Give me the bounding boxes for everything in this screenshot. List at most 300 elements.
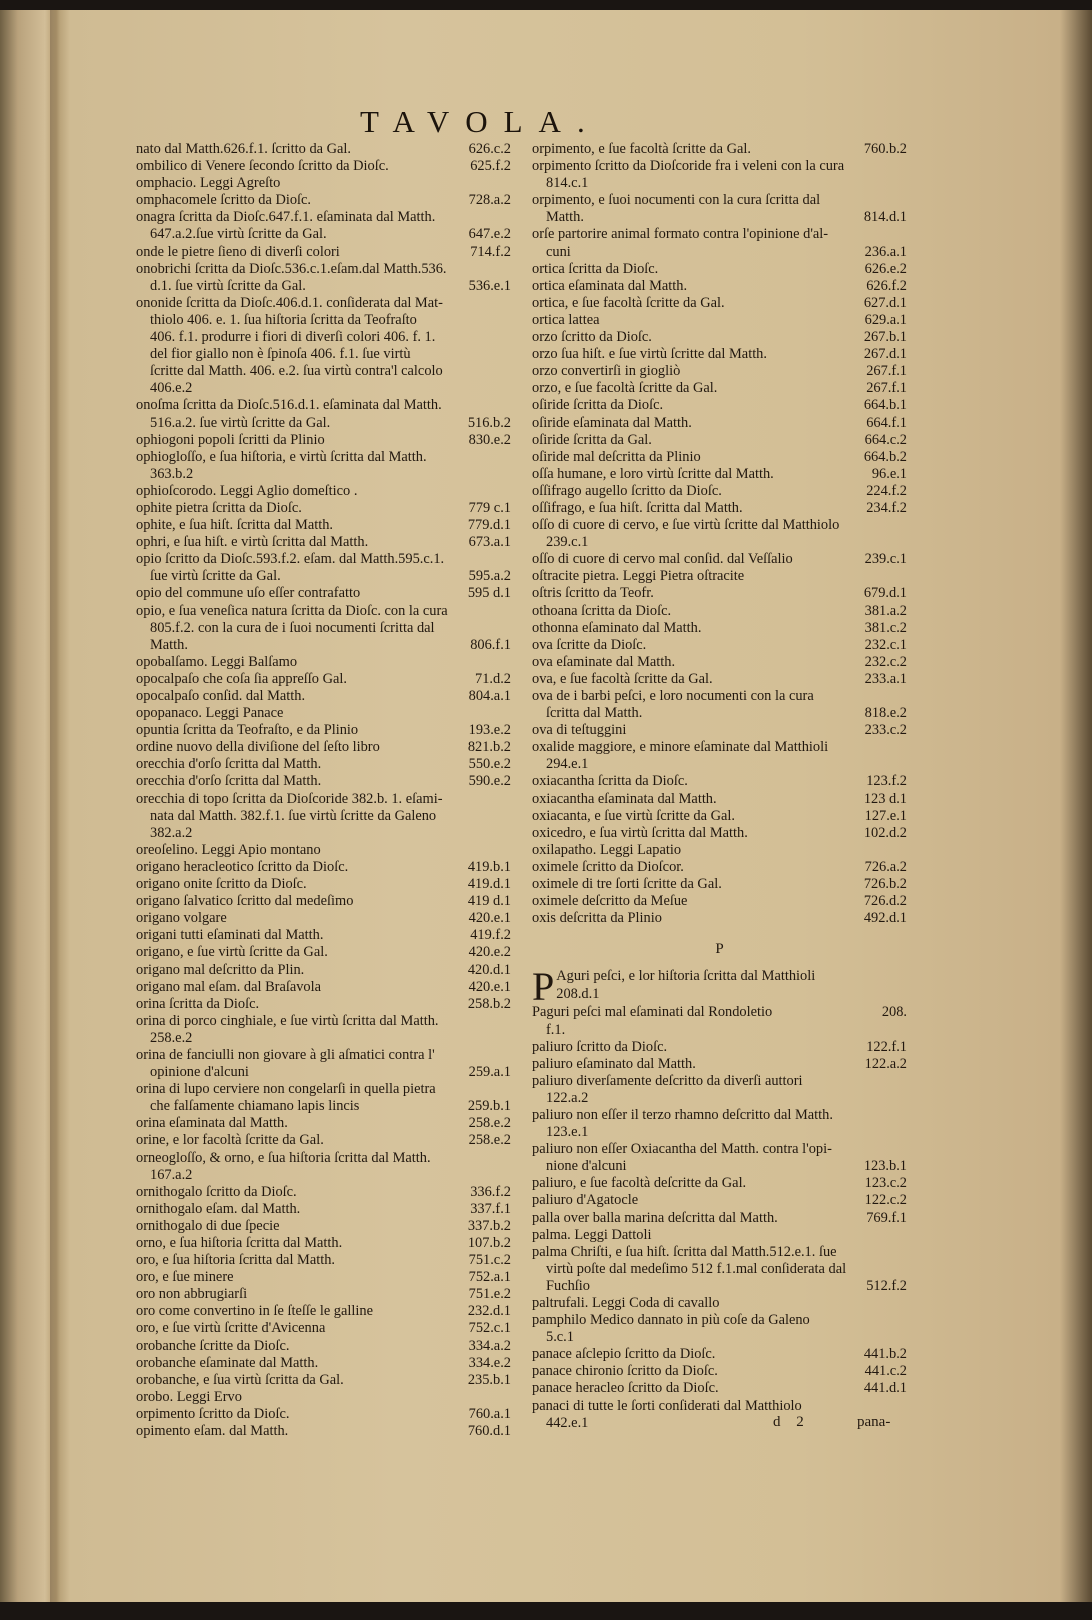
page-reference: 123.c.2 bbox=[864, 1175, 907, 1192]
entry-text: orno, e ſua hiſtoria ſcritta dal Matth. bbox=[136, 1235, 343, 1251]
page-reference: 664.b.2 bbox=[863, 448, 907, 465]
index-entry bbox=[136, 1115, 511, 1132]
entry-text: ornithogalo eſam. dal Matth. bbox=[136, 1200, 301, 1217]
entry-text: palma. Leggi Dattoli bbox=[532, 1226, 652, 1243]
page-reference: 127.e.1 bbox=[864, 807, 907, 824]
index-column-left bbox=[136, 141, 511, 1440]
page-reference: 664.b.1 bbox=[863, 397, 907, 414]
entry-text: opobalſamo. Leggi Balſamo bbox=[136, 653, 298, 670]
page-reference: 673.a.1 bbox=[468, 534, 511, 551]
index-entry bbox=[136, 876, 511, 893]
index-entry bbox=[532, 397, 907, 414]
page-reference: 123.f.2 bbox=[866, 773, 907, 790]
page-reference: 420.d.1 bbox=[467, 961, 511, 978]
index-entry bbox=[136, 808, 511, 825]
index-entry bbox=[532, 825, 907, 842]
index-entry bbox=[136, 551, 511, 568]
page-reference: 679.d.1 bbox=[863, 585, 907, 602]
entry-text: ophri, e ſua hiſt. e virtù ſcritta dal Matth. bbox=[136, 534, 369, 551]
page-reference: 334.a.2 bbox=[468, 1337, 511, 1354]
index-entry bbox=[136, 1167, 511, 1184]
index-entry-p-first bbox=[532, 964, 907, 1010]
entry-text: oximele deſcritto da Meſue bbox=[532, 893, 688, 910]
page-reference: 123 d.1 bbox=[863, 790, 907, 807]
index-entry bbox=[136, 158, 511, 175]
index-entry bbox=[136, 1372, 511, 1389]
page-reference: 420.e.2 bbox=[468, 944, 511, 961]
index-entry bbox=[532, 620, 907, 637]
page-reference: 259.b.1 bbox=[467, 1098, 511, 1115]
index-entry bbox=[136, 380, 511, 397]
page-reference: 595.a.2 bbox=[468, 568, 511, 585]
index-entry bbox=[136, 1081, 511, 1098]
right-entries-p bbox=[532, 1004, 907, 1431]
drop-cap: P bbox=[532, 964, 555, 1010]
index-entry bbox=[136, 893, 511, 910]
entry-continuation: ſcritta dal Matth. bbox=[546, 705, 643, 722]
index-entry bbox=[532, 705, 907, 722]
page-reference: 441.b.2 bbox=[863, 1346, 907, 1363]
entry-text: palla over balla marina deſcritta dal Matth. bbox=[532, 1209, 778, 1226]
page-reference: 830.e.2 bbox=[468, 431, 511, 448]
index-entry bbox=[532, 1398, 907, 1415]
page-reference: 96.e.1 bbox=[871, 465, 907, 482]
entry-text: pamphilo Medico dannato in più coſe da Galeno bbox=[532, 1312, 810, 1329]
entry-text: orzo convertirſi in giogliò bbox=[532, 363, 681, 380]
entry-continuation: ſue virtù ſcritte da Gal. bbox=[150, 568, 281, 585]
index-entry bbox=[532, 1363, 907, 1380]
page-reference: 714.f.2 bbox=[470, 243, 511, 260]
index-entry bbox=[136, 295, 511, 312]
section-letter: P bbox=[715, 941, 724, 958]
page-reference: 381.a.2 bbox=[864, 602, 907, 619]
entry-text: origano ſalvatico ſcritto dal medeſimo bbox=[136, 893, 354, 910]
index-entry bbox=[136, 517, 511, 534]
entry-continuation: 5.c.1 bbox=[546, 1329, 574, 1346]
index-entry bbox=[532, 295, 907, 312]
entry-text: paliuro, e ſue facoltà deſcritte da Gal. bbox=[532, 1175, 747, 1192]
entry-continuation: virtù poſte dal medeſimo 512 f.1.mal conſiderata dal bbox=[546, 1260, 847, 1277]
index-entry bbox=[136, 705, 511, 722]
index-entry bbox=[532, 1227, 907, 1244]
entry-text: orzo ſua hiſt. e ſue virtù ſcritte dal Matth. bbox=[532, 346, 767, 363]
page-reference: 267.f.1 bbox=[866, 380, 907, 397]
index-entry bbox=[136, 1338, 511, 1355]
index-entry bbox=[532, 637, 907, 654]
page-reference: 419.f.2 bbox=[470, 927, 511, 944]
index-entry bbox=[136, 859, 511, 876]
index-entry bbox=[532, 842, 907, 859]
index-entry bbox=[532, 551, 907, 568]
page-reference: 512.f.2 bbox=[866, 1277, 907, 1294]
scan-top-edge bbox=[0, 0, 1092, 10]
index-entry bbox=[532, 192, 907, 209]
entry-text: ononide ſcritta da Dioſc.406.d.1. conſiderata dal Mat- bbox=[136, 294, 443, 311]
index-column-right bbox=[532, 141, 907, 1432]
page-reference: 726.a.2 bbox=[864, 858, 907, 875]
entry-text: onde le pietre ſieno di diverſi colori bbox=[136, 243, 340, 260]
index-entry bbox=[136, 363, 511, 380]
entry-text: opocalpaſo che coſa ſia appreſſo Gal. bbox=[136, 670, 347, 687]
index-entry bbox=[532, 1107, 907, 1124]
index-entry bbox=[136, 415, 511, 432]
entry-text: onoſma ſcritta da Dioſc.516.d.1. eſaminata dal Matth. bbox=[136, 397, 442, 414]
page-reference: 626.c.2 bbox=[468, 141, 511, 157]
entry-text: oro, e ſue minere bbox=[136, 1269, 234, 1286]
page-reference: 208. bbox=[881, 1004, 907, 1021]
entry-continuation: ſcritte dal Matth. 406. e.2. ſua virtù contra'l calcolo bbox=[150, 363, 443, 380]
index-entry bbox=[532, 466, 907, 483]
index-entry bbox=[136, 996, 511, 1013]
page-reference: 419 d.1 bbox=[467, 893, 511, 910]
entry-text: Aguri peſci, e lor hiſtoria ſcritta dal Matthioli bbox=[556, 968, 816, 985]
index-entry bbox=[532, 910, 907, 927]
entry-text: omphacomele ſcritto da Dioſc. bbox=[136, 192, 312, 209]
entry-text: oxalide maggiore, e minore eſaminate dal Matthioli bbox=[532, 739, 829, 756]
entry-continuation: 442.e.1 bbox=[546, 1414, 589, 1431]
index-entry bbox=[532, 603, 907, 620]
entry-text: panace heracleo ſcritto da Dioſc. bbox=[532, 1380, 719, 1397]
entry-text: opimento eſam. dal Matth. bbox=[136, 1423, 289, 1440]
index-entry bbox=[532, 244, 907, 261]
entry-text: origano, e ſue virtù ſcritte da Gal. bbox=[136, 944, 328, 961]
index-entry bbox=[136, 1030, 511, 1047]
page-reference: 258.e.2 bbox=[468, 1115, 511, 1132]
page-reference: 629.a.1 bbox=[864, 311, 907, 328]
index-entry bbox=[136, 979, 511, 996]
page-reference: 492.d.1 bbox=[863, 910, 907, 927]
entry-text: oſſifrago augello ſcritto da Dioſc. bbox=[532, 482, 722, 499]
index-entry bbox=[136, 773, 511, 790]
entry-continuation: nata dal Matth. 382.f.1. ſue virtù ſcritte da Galeno bbox=[150, 807, 437, 824]
index-entry bbox=[136, 209, 511, 226]
index-entry bbox=[532, 346, 907, 363]
page-reference: 590.e.2 bbox=[468, 773, 511, 790]
entry-continuation: 805.f.2. con la cura de i ſuoi nocumenti ſcritta dal bbox=[150, 619, 435, 636]
entry-text: ornithogalo ſcritto da Dioſc. bbox=[136, 1183, 297, 1200]
index-entry bbox=[136, 962, 511, 979]
scan-bottom-edge bbox=[0, 1602, 1092, 1620]
index-entry bbox=[532, 1244, 907, 1261]
index-entry bbox=[532, 1210, 907, 1227]
index-entry bbox=[532, 688, 907, 705]
entry-text: ophiogloſſo, e ſua hiſtoria, e virtù ſcritta dal Matth. bbox=[136, 448, 427, 465]
page-reference: 751.c.2 bbox=[468, 1252, 511, 1269]
entry-text: ophioſcorodo. Leggi Aglio domeſtico . bbox=[136, 482, 358, 499]
entry-text: opopanaco. Leggi Panace bbox=[136, 705, 284, 722]
entry-text: orpimento, e ſue facoltà ſcritte da Gal. bbox=[532, 141, 751, 157]
entry-text: ova ſcritte da Dioſc. bbox=[532, 636, 647, 653]
page-reference: 752.a.1 bbox=[468, 1269, 511, 1286]
page-reference: 234.f.2 bbox=[866, 499, 907, 516]
entry-text: ombilico di Venere ſecondo ſcritto da Dioſc. bbox=[136, 158, 389, 175]
index-entry bbox=[136, 842, 511, 859]
page-reference: 728.a.2 bbox=[468, 192, 511, 209]
entry-continuation: del fior giallo non è ſpinoſa 406. f.1. ſue virtù bbox=[150, 346, 411, 363]
index-entry bbox=[532, 739, 907, 756]
entry-text: orina de fanciulli non giovare à gli aſmatici contra l' bbox=[136, 1046, 435, 1063]
index-entry bbox=[136, 637, 511, 654]
page-reference: 536.e.1 bbox=[468, 277, 511, 294]
index-entry bbox=[532, 808, 907, 825]
page-reference: 806.f.1 bbox=[470, 636, 511, 653]
page-reference: 420.e.1 bbox=[468, 978, 511, 995]
index-entry bbox=[532, 175, 907, 192]
entry-continuation: Matth. bbox=[150, 636, 188, 653]
index-entry bbox=[136, 397, 511, 414]
index-entry bbox=[136, 226, 511, 243]
index-entry bbox=[136, 1355, 511, 1372]
index-entry bbox=[136, 175, 511, 192]
entry-text: oſiride eſaminata dal Matth. bbox=[532, 414, 692, 431]
entry-text: orneogloſſo, & orno, e ſua hiſtoria ſcritta dal Matth. bbox=[136, 1149, 431, 1166]
entry-text: oſiride mal deſcritta da Plinio bbox=[532, 448, 701, 465]
entry-text: paliuro d'Agatocle bbox=[532, 1192, 639, 1209]
entry-text: orina di porco cinghiale, e ſue virtù ſcritta dal Matth. bbox=[136, 1012, 439, 1029]
entry-continuation: nione d'alcuni bbox=[546, 1158, 627, 1175]
index-entry bbox=[532, 380, 907, 397]
entry-text: opio, e ſua veneſica natura ſcritta da Dioſc. con la cura bbox=[136, 602, 448, 619]
entry-continuation: 122.a.2 bbox=[546, 1089, 589, 1106]
entry-continuation: 208.d.1 bbox=[556, 985, 600, 1002]
entry-text: Paguri peſci mal eſaminati dal Rondoletio bbox=[532, 1004, 773, 1021]
page-reference: 647.e.2 bbox=[468, 226, 511, 243]
page-reference: 239.c.1 bbox=[864, 551, 907, 568]
entry-text: ortica eſaminata dal Matth. bbox=[532, 277, 688, 294]
entry-text: oxilapatho. Leggi Lapatio bbox=[532, 841, 682, 858]
entry-text: orina eſaminata dal Matth. bbox=[136, 1115, 288, 1132]
index-entry bbox=[532, 1415, 907, 1432]
entry-text: orzo, e ſue facoltà ſcritte da Gal. bbox=[532, 380, 718, 397]
index-entry bbox=[136, 312, 511, 329]
page-reference: 233.c.2 bbox=[864, 722, 907, 739]
page-reference: 71.d.2 bbox=[475, 670, 511, 687]
page-reference: 664.c.2 bbox=[864, 431, 907, 448]
entry-text: oſtracite pietra. Leggi Pietra oſtracite bbox=[532, 568, 745, 585]
index-entry bbox=[136, 1201, 511, 1218]
page-fold-shadow bbox=[50, 10, 60, 1602]
entry-continuation: 406.e.2 bbox=[150, 380, 193, 397]
entry-text: opio ſcritto da Dioſc.593.f.2. eſam. dal Matth.595.c.1. bbox=[136, 551, 445, 568]
index-entry bbox=[532, 226, 907, 243]
entry-text: ova eſaminate dal Matth. bbox=[532, 653, 676, 670]
entry-text: oro, e ſue virtù ſcritte d'Avicenna bbox=[136, 1320, 326, 1337]
entry-text: ophite, e ſua hiſt. ſcritta dal Matth. bbox=[136, 517, 334, 534]
page-reference: 122.f.1 bbox=[866, 1038, 907, 1055]
page-reference: 381.c.2 bbox=[864, 619, 907, 636]
index-entry bbox=[136, 432, 511, 449]
index-entry bbox=[532, 1192, 907, 1209]
index-entry bbox=[136, 261, 511, 278]
page-reference: 337.b.2 bbox=[467, 1217, 511, 1234]
index-entry bbox=[532, 363, 907, 380]
index-entry bbox=[532, 756, 907, 773]
entry-continuation: 516.a.2. ſue virtù ſcritte da Gal. bbox=[150, 414, 331, 431]
index-entry bbox=[136, 1098, 511, 1115]
entry-text: orpimento, e ſuoi nocumenti con la cura ſcritta dal bbox=[532, 192, 821, 209]
index-entry bbox=[136, 329, 511, 346]
entry-text: oxis deſcritta da Plinio bbox=[532, 910, 662, 927]
entry-text: orpimento ſcritto da Dioſc. bbox=[136, 1405, 290, 1422]
entry-continuation: 123.e.1 bbox=[546, 1124, 589, 1141]
index-entry bbox=[532, 1073, 907, 1090]
index-entry bbox=[532, 1312, 907, 1329]
entry-text: oſiride ſcritta da Dioſc. bbox=[532, 397, 664, 414]
index-entry bbox=[136, 671, 511, 688]
entry-text: ornithogalo di due ſpecie bbox=[136, 1217, 280, 1234]
index-entry bbox=[532, 1004, 907, 1021]
page-reference: 233.a.1 bbox=[864, 670, 907, 687]
page-reference: 751.e.2 bbox=[468, 1286, 511, 1303]
page-reference: 821.b.2 bbox=[467, 739, 511, 756]
index-entry bbox=[136, 1406, 511, 1423]
entry-text: opio del commune uſo eſſer contrafatto bbox=[136, 585, 361, 602]
page-reference: 550.e.2 bbox=[468, 756, 511, 773]
index-entry bbox=[136, 739, 511, 756]
index-entry bbox=[532, 158, 907, 175]
page-reference: 193.e.2 bbox=[468, 722, 511, 739]
page-reference: 752.c.1 bbox=[468, 1320, 511, 1337]
page-reference: 769.f.1 bbox=[866, 1209, 907, 1226]
entry-text: ophite pietra ſcritta da Dioſc. bbox=[136, 499, 302, 516]
index-entry bbox=[532, 415, 907, 432]
page-reference: 267.b.1 bbox=[863, 329, 907, 346]
entry-text: paliuro ſcritto da Dioſc. bbox=[532, 1038, 668, 1055]
entry-text: nato dal Matth.626.f.1. ſcritto da Gal. bbox=[136, 141, 352, 157]
index-entry bbox=[532, 1380, 907, 1397]
index-entry bbox=[532, 773, 907, 790]
index-entry bbox=[136, 791, 511, 808]
entry-text: othoana ſcritta da Dioſc. bbox=[532, 602, 672, 619]
index-entry bbox=[136, 466, 511, 483]
page-reference: 102.d.2 bbox=[863, 824, 907, 841]
entry-text: orobanche eſaminate dal Matth. bbox=[136, 1354, 319, 1371]
page-reference: 232.d.1 bbox=[467, 1303, 511, 1320]
entry-continuation: 406. f.1. produrre i fiori di diverſi colori 406. f. 1. bbox=[150, 329, 436, 346]
entry-text: orſe partorire animal formato contra l'opinione d'al- bbox=[532, 226, 829, 243]
index-entry bbox=[136, 603, 511, 620]
entry-text: ophiogoni popoli ſcritti da Plinio bbox=[136, 431, 325, 448]
index-entry bbox=[532, 1346, 907, 1363]
entry-text: ova, e ſue facoltà ſcritte da Gal. bbox=[532, 670, 713, 687]
entry-continuation: 239.c.1 bbox=[546, 534, 589, 551]
entry-continuation: 167.a.2 bbox=[150, 1166, 193, 1183]
index-entry bbox=[136, 825, 511, 842]
index-entry bbox=[532, 517, 907, 534]
index-entry bbox=[136, 910, 511, 927]
index-entry bbox=[136, 449, 511, 466]
entry-text: origano mal deſcritto da Plin. bbox=[136, 961, 305, 978]
entry-text: orecchia d'orſo ſcritta dal Matth. bbox=[136, 756, 322, 773]
page-reference: 419.b.1 bbox=[467, 858, 511, 875]
page-reference: 441.c.2 bbox=[864, 1363, 907, 1380]
page-reference: 123.b.1 bbox=[863, 1158, 907, 1175]
index-entry bbox=[136, 192, 511, 209]
entry-text: oxiacantha eſaminata dal Matth. bbox=[532, 790, 717, 807]
index-entry bbox=[532, 432, 907, 449]
catchword: pana- bbox=[857, 1414, 891, 1430]
entry-continuation: thiolo 406. e. 1. ſua hiſtoria ſcritta da Teofraſto bbox=[150, 311, 417, 328]
page-reference: 258.e.2 bbox=[468, 1132, 511, 1149]
entry-text: oro come convertino in ſe ſteſſe le galline bbox=[136, 1303, 373, 1320]
entry-continuation: che falſamente chiamano lapis lincis bbox=[150, 1098, 360, 1115]
page-reference: 779.d.1 bbox=[467, 517, 511, 534]
index-entry bbox=[532, 585, 907, 602]
index-entry bbox=[136, 722, 511, 739]
page-reference: 235.b.1 bbox=[467, 1371, 511, 1388]
entry-continuation: 294.e.1 bbox=[546, 756, 589, 773]
entry-text: panaci di tutte le ſorti conſiderati dal Matthiolo bbox=[532, 1397, 802, 1414]
entry-text: oſſa humane, e loro virtù ſcritte dal Matth. bbox=[532, 465, 774, 482]
page-reference: 236.a.1 bbox=[864, 243, 907, 260]
page-reference: 814.d.1 bbox=[863, 209, 907, 226]
entry-text: oſſo di cuore di cervo, e ſue virtù ſcritte dal Matthiolo bbox=[532, 517, 840, 534]
index-entry bbox=[532, 1175, 907, 1192]
index-entry bbox=[136, 1303, 511, 1320]
entry-text: oximele di tre ſorti ſcritte da Gal. bbox=[532, 876, 722, 893]
index-entry bbox=[532, 1141, 907, 1158]
index-entry bbox=[532, 1158, 907, 1175]
entry-text: ortica, e ſue facoltà ſcritte da Gal. bbox=[532, 294, 725, 311]
entry-continuation: 258.e.2 bbox=[150, 1029, 193, 1046]
index-entry bbox=[136, 654, 511, 671]
index-entry bbox=[532, 1295, 907, 1312]
index-entry bbox=[136, 346, 511, 363]
index-entry bbox=[532, 141, 907, 158]
index-entry bbox=[136, 927, 511, 944]
index-entry bbox=[136, 1013, 511, 1030]
index-entry bbox=[136, 1286, 511, 1303]
page-reference: 232.c.2 bbox=[864, 653, 907, 670]
entry-text: onagra ſcritta da Dioſc.647.f.1. eſaminata dal Matth. bbox=[136, 209, 436, 226]
index-entry bbox=[532, 1329, 907, 1346]
page-reference: 334.e.2 bbox=[468, 1354, 511, 1371]
index-entry bbox=[532, 722, 907, 739]
index-entry bbox=[532, 209, 907, 226]
index-entry bbox=[532, 1056, 907, 1073]
entry-text: paltrufali. Leggi Coda di cavallo bbox=[532, 1295, 720, 1311]
index-entry bbox=[136, 278, 511, 295]
entry-text: origani tutti eſaminati dal Matth. bbox=[136, 927, 324, 944]
index-entry bbox=[532, 859, 907, 876]
index-entry bbox=[532, 876, 907, 893]
entry-text: oro, e ſua hiſtoria ſcritta dal Matth. bbox=[136, 1252, 336, 1269]
entry-text: origano heracleotico ſcritto da Dioſc. bbox=[136, 858, 349, 875]
page-reference: 760.d.1 bbox=[467, 1423, 511, 1440]
right-entries-o bbox=[532, 141, 907, 927]
page-reference: 107.b.2 bbox=[467, 1235, 511, 1251]
index-entry bbox=[532, 329, 907, 346]
entry-text: panace aſclepio ſcritto da Dioſc. bbox=[532, 1346, 716, 1363]
entry-text: opuntia ſcritta da Teofraſto, e da Plinio bbox=[136, 722, 359, 739]
page-reference: 760.b.2 bbox=[863, 141, 907, 157]
page-reference: 626.e.2 bbox=[864, 260, 907, 277]
index-entry bbox=[136, 620, 511, 637]
page-reference: 267.f.1 bbox=[866, 363, 907, 380]
page-reference: 625.f.2 bbox=[470, 158, 511, 175]
index-entry bbox=[136, 500, 511, 517]
index-entry bbox=[532, 483, 907, 500]
entry-text: orobo. Leggi Ervo bbox=[136, 1388, 242, 1405]
index-entry bbox=[532, 1022, 907, 1039]
entry-continuation: opinione d'alcuni bbox=[150, 1064, 249, 1081]
page-reference: 258.b.2 bbox=[467, 995, 511, 1012]
page-reference: 804.a.1 bbox=[468, 688, 511, 704]
entry-text: onobrichi ſcritta da Dioſc.536.c.1.eſam.dal Matth.536. bbox=[136, 260, 447, 277]
entry-text: oſtris ſcritto da Teofr. bbox=[532, 585, 654, 602]
entry-text: oxiacanta, e ſue virtù ſcritte da Gal. bbox=[532, 807, 735, 824]
page-reference: 626.f.2 bbox=[866, 277, 907, 294]
